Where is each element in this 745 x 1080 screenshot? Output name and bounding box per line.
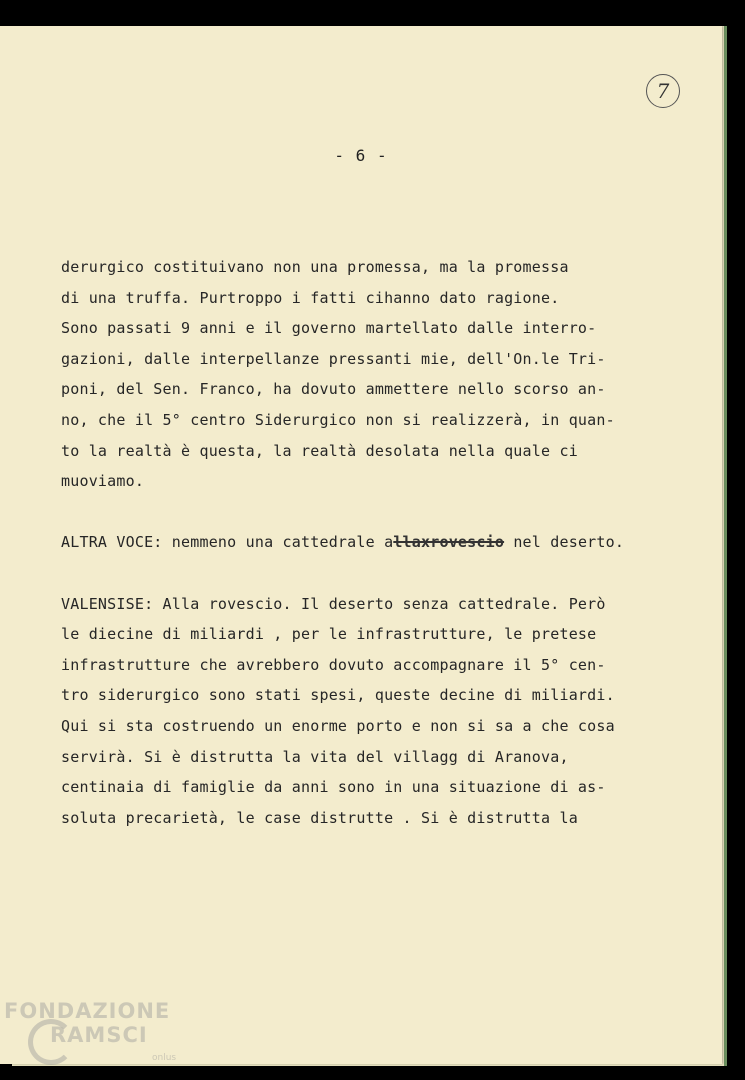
text-line: infrastrutture che avrebbero dovuto accompagnare il 5° cen- bbox=[61, 655, 606, 674]
voice-line-after: nel deserto. bbox=[504, 533, 625, 552]
text-line: di una truffa. Purtroppo i fatti cihanno dato ragione. bbox=[61, 288, 560, 307]
archive-page-number: 7 bbox=[646, 74, 680, 108]
text-line: muoviamo. bbox=[61, 472, 145, 491]
watermark-suffix: onlus bbox=[152, 1053, 177, 1063]
text-line: gazioni, dalle interpellanze pressanti mie, dell'On.le Tri- bbox=[61, 349, 606, 368]
text-line: servirà. Si è distrutta la vita del villagg di Aranova, bbox=[61, 747, 569, 766]
voice-line bbox=[61, 527, 681, 558]
text-line: to la realtà è questa, la realtà desolata nella quale ci bbox=[61, 441, 578, 460]
text-line: VALENSISE: Alla rovescio. Il deserto senza cattedrale. Però bbox=[61, 594, 606, 613]
body-text bbox=[61, 252, 681, 833]
text-line: centinaia di famiglie da anni sono in una situazione di as- bbox=[61, 778, 606, 797]
voice-line-before: ALTRA VOCE: nemmeno una cattedrale a bbox=[61, 533, 394, 552]
text-line: Qui si sta costruendo un enorme porto e non si sa a che cosa bbox=[61, 716, 615, 735]
text-line: soluta precarietà, le case distrutte . Si è distrutta la bbox=[61, 808, 578, 827]
paragraph-gap bbox=[61, 497, 681, 528]
text-line: Sono passati 9 anni e il governo martellato dalle interro- bbox=[61, 319, 597, 338]
text-line: le diecine di miliardi , per le infrastrutture, le pretese bbox=[61, 625, 597, 644]
text-line: derurgico costituivano non una promessa, ma la promessa bbox=[61, 258, 569, 276]
struck-text: llaxrovescio bbox=[393, 533, 505, 552]
text-line: tro siderurgico sono stati spesi, queste decine di miliardi. bbox=[61, 686, 615, 705]
text-line: poni, del Sen. Franco, ha dovuto ammettere nello scorso an- bbox=[61, 380, 606, 399]
text-line: no, che il 5° centro Siderurgico non si realizzerà, in quan- bbox=[61, 410, 615, 429]
watermark-line2: RAMSCI bbox=[50, 1023, 148, 1047]
document-page bbox=[0, 26, 722, 1064]
paragraph-gap bbox=[61, 558, 681, 589]
watermark-line1: FONDAZIONE bbox=[4, 999, 171, 1023]
page-header: - 6 - bbox=[334, 146, 388, 165]
